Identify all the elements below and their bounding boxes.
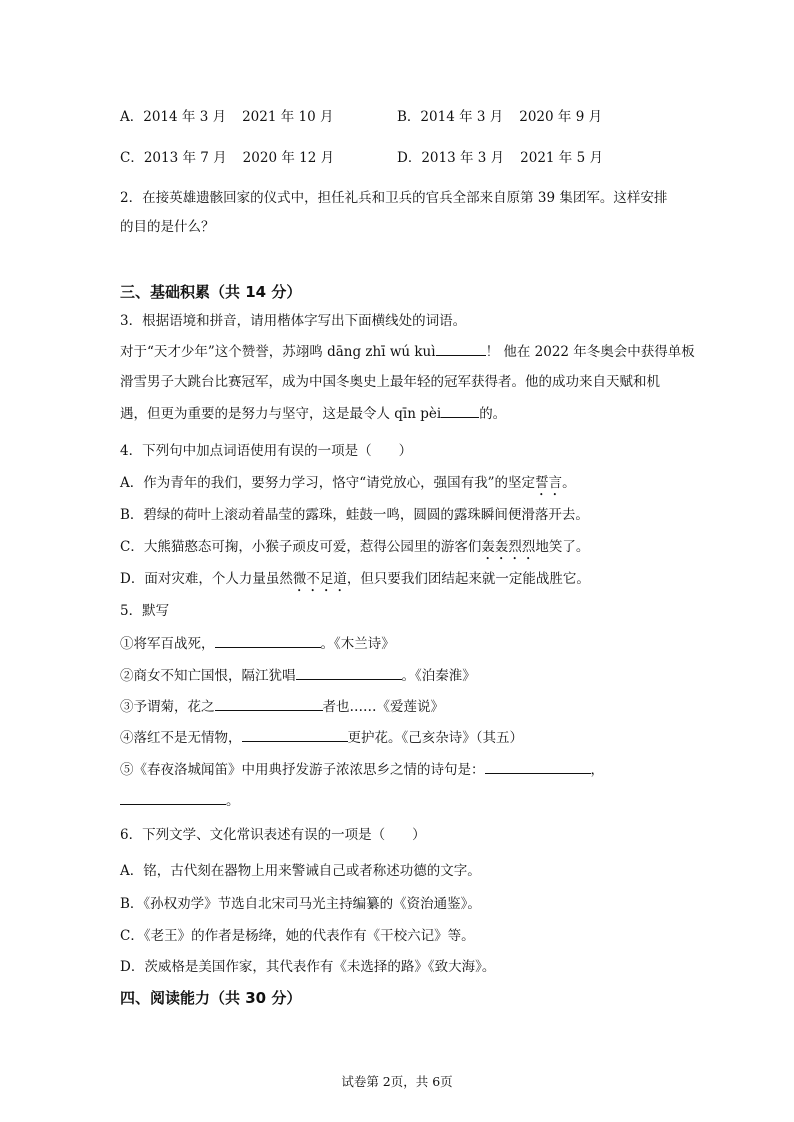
q3-line-1-post: ！ 他在 2022 年冬奥会中获得单板 xyxy=(485,344,695,360)
q5-item-2-post: 。《泊秦淮》 xyxy=(401,668,476,684)
section-4-title: 四、阅读能力（共 30 分） xyxy=(120,989,302,1007)
option-letter: B． xyxy=(397,109,421,125)
q4-option-a-end: 。 xyxy=(562,475,576,491)
q5-item-5-post: ， xyxy=(590,762,604,778)
emphasized-word: 微不足道 xyxy=(292,571,347,587)
q1-option-b xyxy=(397,107,602,127)
q2-line-1: 2．在接英雄遗骸回家的仪式中，担任礼兵和卫兵的官兵全部来自原第 39 集团军。这样安排 xyxy=(120,190,668,206)
emphasized-word: 誓言 xyxy=(535,475,563,491)
answer-blank xyxy=(436,341,486,356)
q1-option-c xyxy=(120,148,334,168)
option-value-2: 2021 年 5 月 xyxy=(520,150,603,166)
option-value-1: 2014 年 3 月 xyxy=(420,109,504,125)
q4-option-c xyxy=(120,537,589,563)
option-letter: A． xyxy=(120,109,144,125)
q1-option-a xyxy=(120,107,334,127)
emphasized-word: 轰轰烈烈 xyxy=(481,539,536,555)
q5-item-1-pre: ①将军百战死， xyxy=(120,636,215,652)
q3-line-3-post: 的。 xyxy=(479,406,507,422)
option-value-2: 2020 年 12 月 xyxy=(242,150,335,166)
option-value-1: 2013 年 3 月 xyxy=(421,150,505,166)
q5-item-5-continued xyxy=(120,790,240,811)
option-value-2: 2020 年 9 月 xyxy=(519,109,603,125)
q6-prompt: 6．下列文学、文化常识表述有误的一项是（ ） xyxy=(120,827,426,843)
q6-option-b: B．《孙权劝学》节选自北宋司马光主持编纂的《资治通鉴》。 xyxy=(120,896,481,912)
q5-item-1-post: 。《木兰诗》 xyxy=(320,636,395,652)
answer-blank xyxy=(215,633,321,648)
q5-item-2-pre: ②商女不知亡国恨，隔江犹唱 xyxy=(120,668,296,684)
answer-blank xyxy=(120,790,226,805)
q4-option-b: B．碧绿的荷叶上滚动着晶莹的露珠，蛙鼓一鸣，圆圆的露珠瞬间便滑落开去。 xyxy=(120,507,589,523)
q5-item-5-end: 。 xyxy=(226,793,240,809)
answer-blank xyxy=(242,727,348,742)
option-letter: D． xyxy=(397,150,422,166)
q5-item-4-post: 更护花。《己亥杂诗》（其五） xyxy=(347,730,523,746)
q4-option-d-end: ，但只要我们团结起来就一定能战胜它。 xyxy=(346,571,590,587)
answer-blank xyxy=(485,759,591,774)
q4-option-a xyxy=(120,473,576,499)
q3-line-3-pre: 遇，但更为重要的是努力与坚守，这是最令人 qīn pèi xyxy=(120,406,442,422)
q3-line-3 xyxy=(120,403,506,424)
q1-option-d xyxy=(397,148,603,168)
q3-line-2: 滑雪男子大跳台比赛冠军，成为中国冬奥史上最年轻的冠军获得者。他的成功来自天赋和机 xyxy=(120,374,660,390)
q3-line-1-pre: 对于“天才少年”这个赞誉，苏翊鸣 dāng zhī wú kuì xyxy=(120,344,436,360)
q4-option-c-text: C．大熊猫憨态可掬，小猴子顽皮可爱，惹得公园里的游客们 xyxy=(120,539,482,555)
answer-blank xyxy=(215,696,323,711)
option-letter: C． xyxy=(120,150,144,166)
q4-option-d xyxy=(120,569,590,595)
section-3-title: 三、基础积累（共 14 分） xyxy=(120,283,302,301)
q5-item-5-pre: ⑤《春夜洛城闻笛》中用典抒发游子浓浓思乡之情的诗句是： xyxy=(120,762,485,778)
q5-item-1 xyxy=(120,633,395,654)
page-footer: 试卷第 2页，共 6页 xyxy=(341,1074,453,1089)
q4-option-a-text: A．作为青年的我们，要努力学习，恪守“请党放心，强国有我”的坚定 xyxy=(120,475,536,491)
option-value-2: 2021 年 10 月 xyxy=(242,109,334,125)
q6-option-d: D．茨威格是美国作家，其代表作有《未选择的路》《致大海》。 xyxy=(120,959,496,975)
answer-blank xyxy=(441,403,479,418)
q5-item-3 xyxy=(120,696,444,717)
q5-item-3-pre: ③予谓菊，花之 xyxy=(120,699,215,715)
q6-option-a: A．铭，古代刻在器物上用来警诫自己或者称述功德的文字。 xyxy=(120,863,481,879)
q4-option-c-end: 地笑了。 xyxy=(535,539,590,555)
q5-item-4 xyxy=(120,727,523,748)
q5-prompt: 5．默写 xyxy=(120,603,170,619)
answer-blank xyxy=(296,665,402,680)
option-value-1: 2013 年 7 月 xyxy=(143,150,227,166)
q2-line-2: 的目的是什么？ xyxy=(120,219,215,235)
q3-line-1 xyxy=(120,341,695,362)
q5-item-4-pre: ④落红不是无情物， xyxy=(120,730,242,746)
q6-option-c: C．《老王》的作者是杨绛，她的代表作有《干校六记》等。 xyxy=(120,928,475,944)
q4-prompt: 4．下列句中加点词语使用有误的一项是（ ） xyxy=(120,443,413,459)
q3-prompt: 3．根据语境和拼音，请用楷体字写出下面横线处的词语。 xyxy=(120,313,467,329)
q5-item-5 xyxy=(120,759,604,780)
q5-item-3-post: 者也……《爱莲说》 xyxy=(322,699,444,715)
q4-option-d-text: D．面对灾难，个人力量虽然 xyxy=(120,571,293,587)
q5-item-2 xyxy=(120,665,476,686)
option-value-1: 2014 年 3 月 xyxy=(143,109,227,125)
